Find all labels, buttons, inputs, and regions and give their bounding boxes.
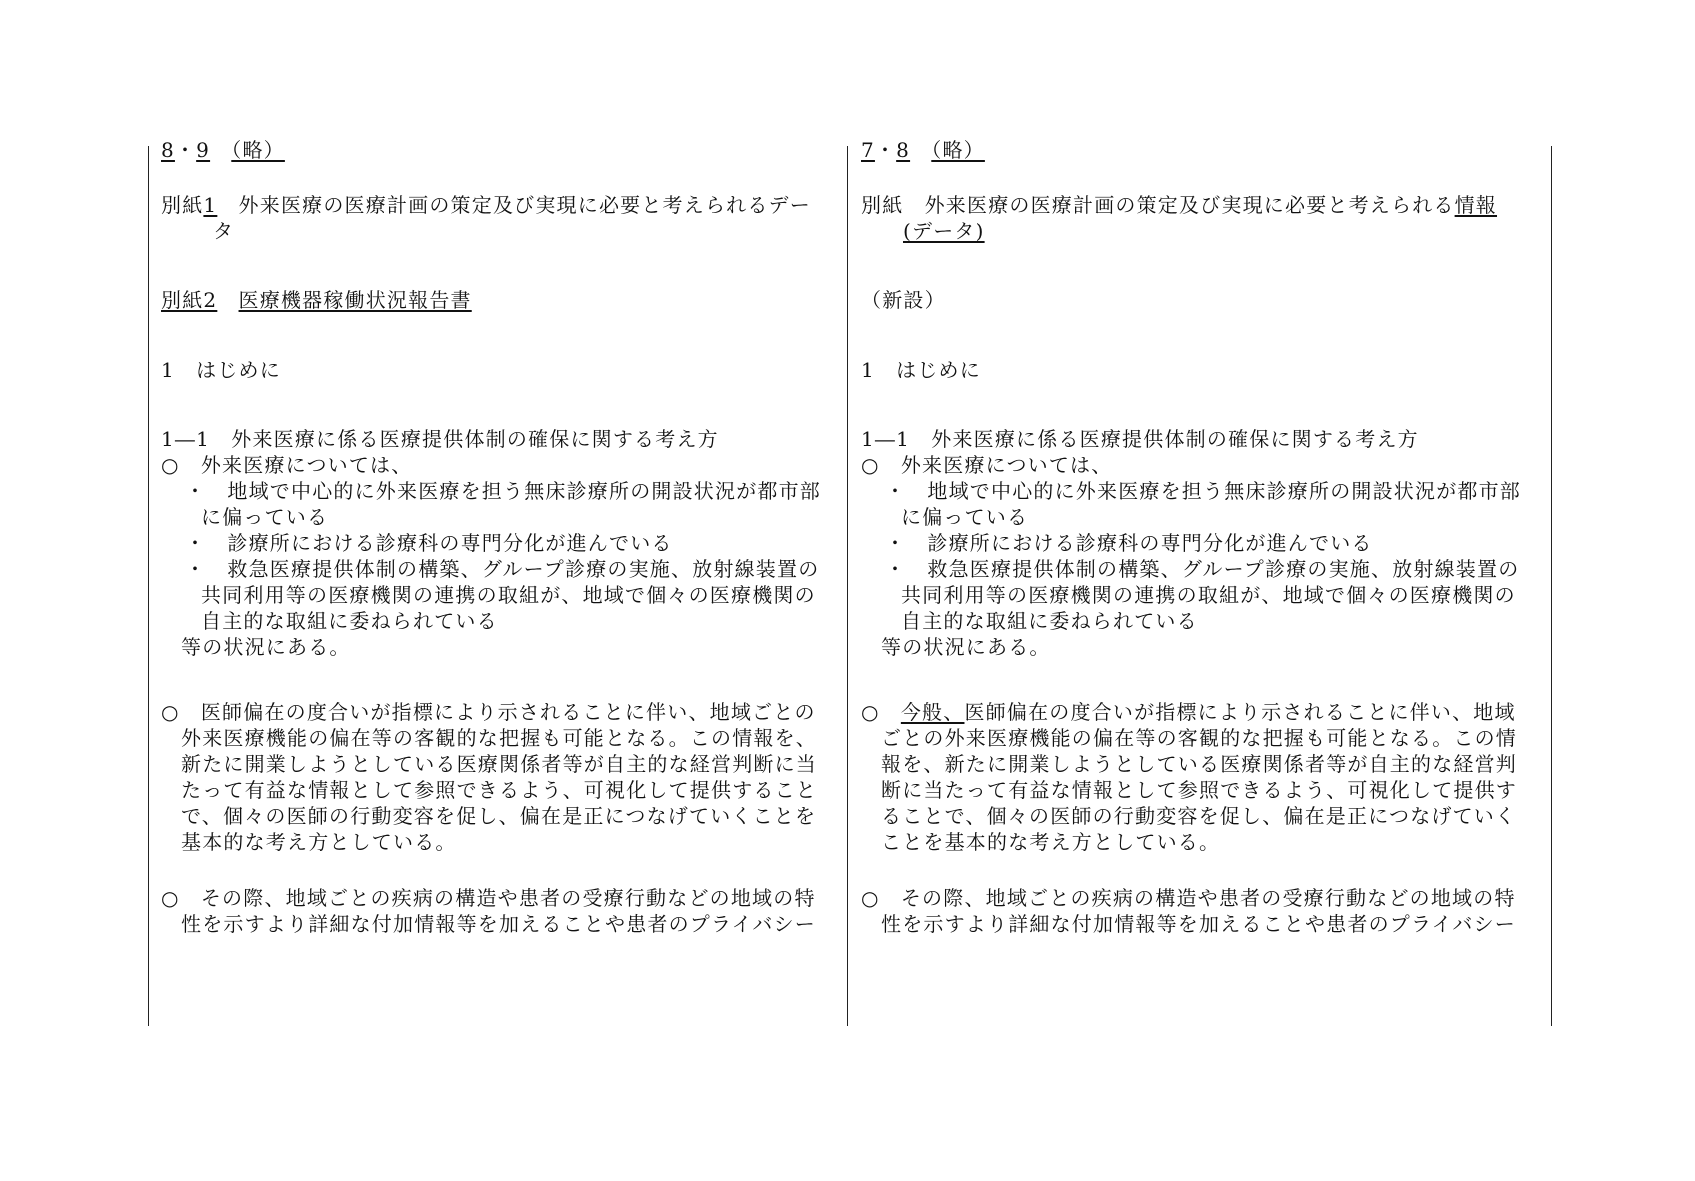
bullet3-line2: 共同利用等の医療機関の連携の取組が、地域で個々の医療機関の [901,583,1516,607]
heading-omitted: （略） [931,138,985,162]
bullet1-line1: ・ 地域で中心的に外来医療を担う無床診療所の開設状況が都市部 [185,479,821,503]
comparison-table [148,138,1552,1026]
section-heading-right [861,138,985,162]
section-1-1-heading: 1―1 外来医療に係る医療提供体制の確保に関する考え方 [861,427,1419,451]
para2-line1: ○ 医師偏在の度合いが指標により示されることに伴い、地域ごとの [161,700,816,724]
para2-line5: で、個々の医師の行動変容を促し、偏在是正につなげていくことを [181,804,817,828]
section-1-1-heading: 1―1 外来医療に係る医療提供体制の確保に関する考え方 [161,427,719,451]
para1-tail: 等の状況にある。 [181,635,351,659]
para2-added-text: 今般、 [900,700,965,724]
heading-number-a: 7 [861,138,875,162]
para2-first-rest: 医師偏在の度合いが指標により示されることに伴い、地域 [964,700,1516,724]
para2-line6: 基本的な考え方としている。 [181,830,457,854]
annex-title-changed: 情報 [1454,193,1498,217]
para2-line6: ことを基本的な考え方としている。 [881,830,1221,854]
bullet1-line1: ・ 地域で中心的に外来医療を担う無床診療所の開設状況が都市部 [885,479,1521,503]
annex-title-cont: (データ) [903,219,985,243]
heading-number-a: 8 [161,138,175,162]
bullet3-line1: ・ 救急医療提供体制の構築、グループ診療の実施、放射線装置の [885,557,1520,581]
bullet2-line1: ・ 診療所における診療科の専門分化が進んでいる [885,531,1373,555]
annex1-prefix: 別紙 [161,193,204,217]
section-heading-left [161,138,285,162]
annex2-label: 別紙2 [161,288,218,312]
intro-heading: 1 はじめに [161,358,281,382]
column-divider [847,146,848,1026]
heading-omitted: （略） [231,138,285,162]
annex-title [861,193,1497,217]
heading-separator: ・ [874,138,897,162]
para2-bullet: ○ [861,700,901,724]
para2-line4: たって有益な情報として参照できるよう、可視化して提供すること [181,778,817,802]
para1-lead: ○ 外来医療については、 [861,453,1113,477]
para2-line4: 断に当たって有益な情報として参照できるよう、可視化して提供す [881,778,1517,802]
heading-separator: ・ [174,138,197,162]
bullet1-line2: に偏っている [201,505,329,529]
para2-line3: 報を、新たに開業しようとしている医療関係者等が自主的な経営判 [881,752,1517,776]
para1-tail: 等の状況にある。 [881,635,1051,659]
para2-line2: ごとの外来医療機能の偏在等の客観的な把握も可能となる。この情 [881,726,1517,750]
para3-line2: 性を示すより詳細な付加情報等を加えることや患者のプライバシー [181,912,816,936]
heading-number-b: 8 [896,138,911,162]
para2-line1 [861,700,1516,724]
annex2-title-text: 医療機器稼働状況報告書 [238,288,472,312]
current-column [861,138,1541,1026]
para2-line5: ることで、個々の医師の行動変容を促し、偏在是正につなげていく [881,804,1517,828]
bullet3-line1: ・ 救急医療提供体制の構築、グループ診療の実施、放射線装置の [185,557,820,581]
annex1-title [161,193,811,217]
intro-heading: 1 はじめに [861,358,981,382]
annex1-title-cont: タ [213,219,235,243]
bullet3-line3: 自主的な取組に委ねられている [201,609,498,633]
para2-line2: 外来医療機能の偏在等の客観的な把握も可能となる。この情報を、 [181,726,817,750]
bullet1-line2: に偏っている [901,505,1029,529]
para3-line2: 性を示すより詳細な付加情報等を加えることや患者のプライバシー [881,912,1516,936]
annex1-number: 1 [203,193,218,217]
annex2-title [161,288,472,312]
new-establishment-note: （新設） [861,288,946,312]
heading-number-b: 9 [196,138,211,162]
bullet3-line3: 自主的な取組に委ねられている [901,609,1198,633]
para3-line1: ○ その際、地域ごとの疾病の構造や患者の受療行動などの地域の特 [161,886,816,910]
para2-line3: 新たに開業しようとしている医療関係者等が自主的な経営判断に当 [181,752,817,776]
revised-column [161,138,841,1026]
bullet3-line2: 共同利用等の医療機関の連携の取組が、地域で個々の医療機関の [201,583,816,607]
para1-lead: ○ 外来医療については、 [161,453,413,477]
annex1-title-text: 外来医療の医療計画の策定及び実現に必要と考えられるデー [217,193,811,217]
bullet2-line1: ・ 診療所における診療科の専門分化が進んでいる [185,531,673,555]
annex-title-text: 別紙 外来医療の医療計画の策定及び実現に必要と考えられる [861,193,1455,217]
para3-line1: ○ その際、地域ごとの疾病の構造や患者の受療行動などの地域の特 [861,886,1516,910]
